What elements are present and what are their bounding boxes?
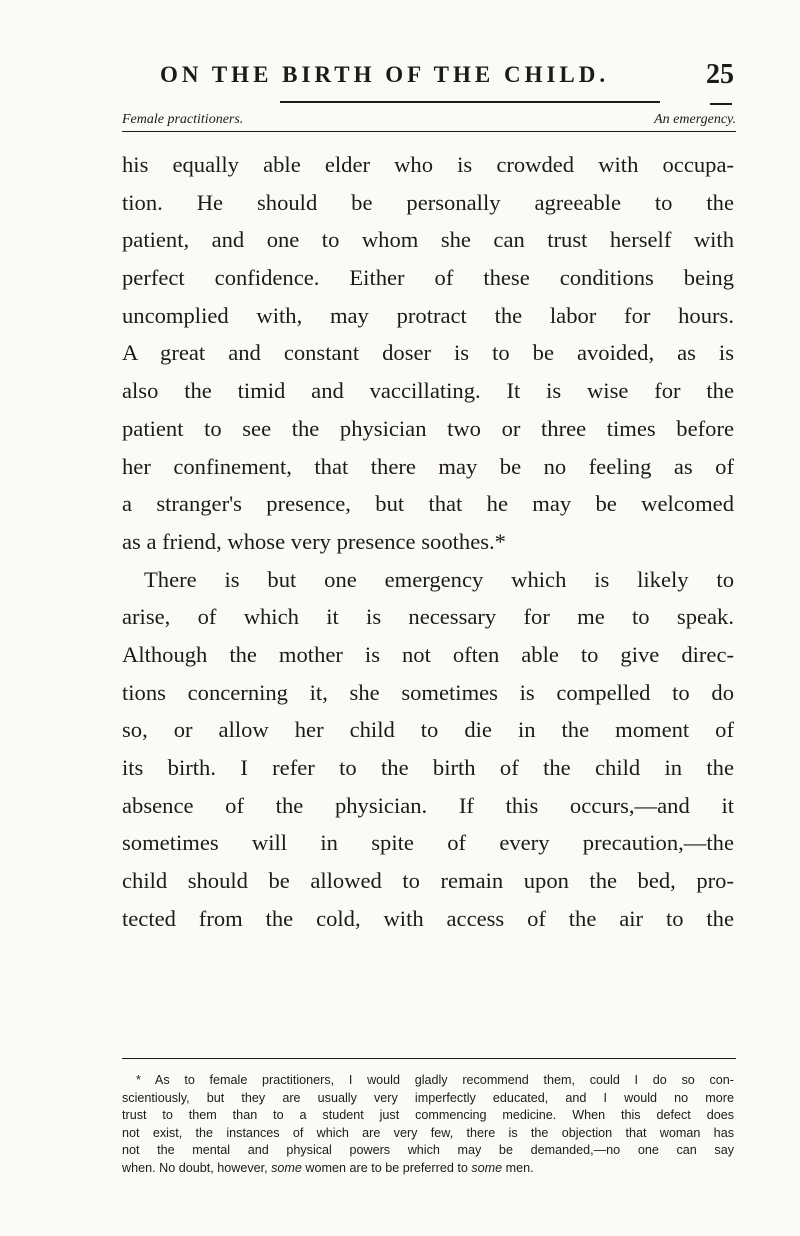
footnote-line: not exist, the instances of which are very few, there is the objection that woman has xyxy=(122,1125,734,1140)
footnote-italic: some xyxy=(471,1160,503,1175)
footnote-line: * As to female practitioners, I would gladly recommend them, could I do so con- xyxy=(136,1073,734,1087)
text-line: a stranger's presence, but that he may be welcomed xyxy=(122,491,734,517)
footnote-text: women are to be preferred to xyxy=(301,1160,472,1175)
text-line: tion. He should be personally agreeable to the xyxy=(122,189,734,215)
text-line: child should be allowed to remain upon the bed, pro- xyxy=(122,868,734,894)
body-text xyxy=(122,146,734,937)
text-line: his equally able elder who is crowded with occupa- xyxy=(122,152,734,177)
text-line: tions concerning it, she sometimes is compelled to do xyxy=(122,679,734,705)
footnote-text: when. No doubt, however, xyxy=(122,1160,272,1175)
text-line: tected from the cold, with access of the air to the xyxy=(122,905,734,931)
page-number: 25 xyxy=(706,59,734,90)
text-line: as a friend, whose very presence soothes.* xyxy=(122,528,506,554)
text-line: Although the mother is not often able to give direc- xyxy=(122,641,734,667)
text-line: uncomplied with, may protract the labor for hours. xyxy=(122,302,734,328)
header-rule xyxy=(280,101,660,103)
text-line: perfect confidence. Either of these conditions being xyxy=(122,265,734,291)
text-line: patient, and one to whom she can trust herself with xyxy=(122,227,734,253)
text-line: so, or allow her child to die in the moment of xyxy=(122,717,734,743)
footnote-line: scientiously, but they are usually very imperfectly educated, and I would no more xyxy=(122,1090,734,1105)
footnote-rule xyxy=(122,1058,736,1059)
header-rule-short xyxy=(710,103,732,105)
text-line: sometimes will in spite of every precaution,—the xyxy=(122,830,734,856)
running-title: ON THE BIRTH OF THE CHILD. xyxy=(160,62,610,87)
text-line: There is but one emergency which is likely to xyxy=(144,566,734,592)
side-heading-right: An emergency. xyxy=(654,112,736,127)
footnote-line: trust to them than to a student just commencing medicine. When this defect does xyxy=(122,1108,734,1122)
footnote xyxy=(122,1072,734,1177)
text-line: A great and constant doser is to be avoided, as is xyxy=(122,340,734,366)
footnote-last-line xyxy=(122,1160,734,1178)
footnote-line: not the mental and physical powers which may be demanded,—no one can say xyxy=(122,1143,734,1157)
text-line: its birth. I refer to the birth of the child in the xyxy=(122,755,734,780)
footnote-text: men. xyxy=(502,1160,534,1175)
page-header xyxy=(160,59,734,96)
text-line: her confinement, that there may be no feeling as of xyxy=(122,453,734,479)
text-line: patient to see the physician two or three times before xyxy=(122,415,734,441)
footnote-italic: some xyxy=(271,1160,302,1175)
text-line: also the timid and vaccillating. It is wise for the xyxy=(122,378,734,404)
text-line: absence of the physician. If this occurs,—and it xyxy=(122,792,734,818)
side-heading-left: Female practitioners. xyxy=(122,112,244,127)
side-heading-rule xyxy=(122,131,736,132)
text-line: arise, of which it is necessary for me to speak. xyxy=(122,604,734,630)
